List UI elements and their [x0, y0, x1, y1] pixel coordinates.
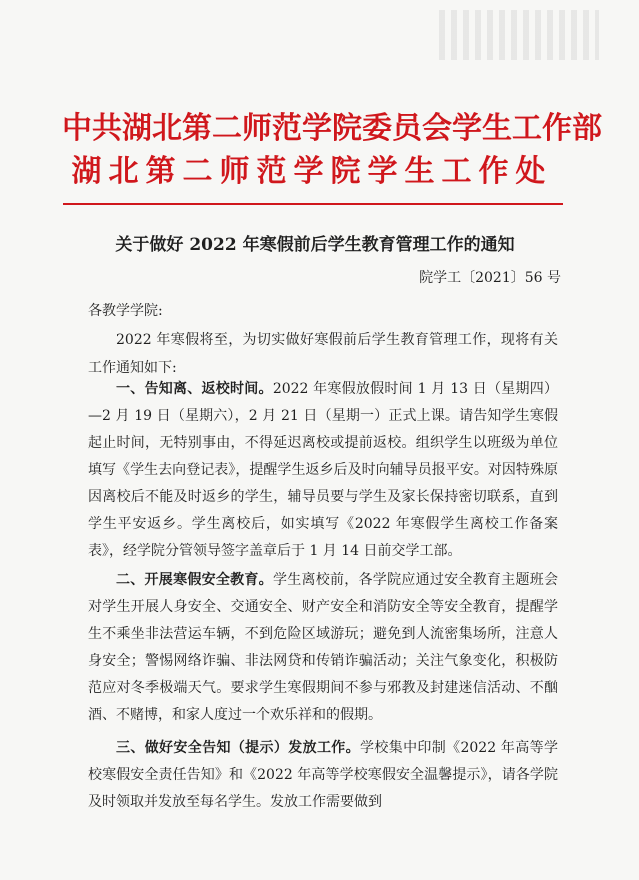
section-2-body: 学生离校前，各学院应通过安全教育主题班会对学生开展人身安全、交通安全、财产安全和消防安全等安全教育，提醒学生不乘坐非法营运车辆，不到危险区域游玩；避免到人流密集场所，注意人身安全；警惕网络诈骗、非法网贷和传销诈骗活动；关注气象变化，积极防范应对冬季极端天气。要求学生寒假期间不参与邪教及封建迷信活动、不酗酒、不赌博，和家人度过一个欢乐祥和的假期。 [88, 572, 559, 723]
scan-bleed-through [439, 10, 599, 60]
section-3-heading: 三、做好安全告知（提示）发放工作。 [116, 740, 361, 756]
section-1-body: 2022 年寒假放假时间 1 月 13 日（星期四）—2 月 19 日（星期六），2 月 21 日（星期一）正式上课。请告知学生寒假起止时间，无特别事由，不得延迟离校或提前返校。组织学生以班级为单位填写《学生去向登记表》，提醒学生返乡后及时向辅导员报平安。对因特殊原因离校后不能及时返乡的学生，辅导员要与学生及家长保持密切联系，直到学生平安返乡。学生离校后，如实填写《2022 年寒假学生离校工作备案表》，经学院分管领导签字盖章后于 1 月 14 日前交学工部。 [88, 381, 559, 559]
section-2-paragraph [88, 567, 558, 729]
issuer-header-line-2: 湖北第二师范学院学生工作处 [71, 154, 553, 189]
document-number: 院学工〔2021〕56 号 [419, 270, 561, 286]
section-1-paragraph [88, 376, 558, 565]
section-1-heading: 一、告知离、返校时间。 [116, 381, 273, 397]
section-3-body: 学校集中印制《2022 年高等学校寒假安全责任告知》和《2022 年高等学校寒假安全温馨提示》，请各学院及时领取并发放至每名学生。发放工作需要做到 [88, 740, 558, 810]
section-3-paragraph [88, 735, 558, 816]
intro-paragraph: 2022 年寒假将至，为切实做好寒假前后学生教育管理工作，现将有关工作通知如下: [88, 332, 558, 376]
section-2-heading: 二、开展寒假安全教育。 [116, 572, 273, 588]
salutation: 各教学学院: [88, 303, 163, 319]
red-header-rule [63, 203, 563, 205]
issuer-header-line-1: 中共湖北第二师范学院委员会学生工作部 [62, 111, 602, 146]
notice-title: 关于做好 2022 年寒假前后学生教育管理工作的通知 [115, 235, 515, 255]
